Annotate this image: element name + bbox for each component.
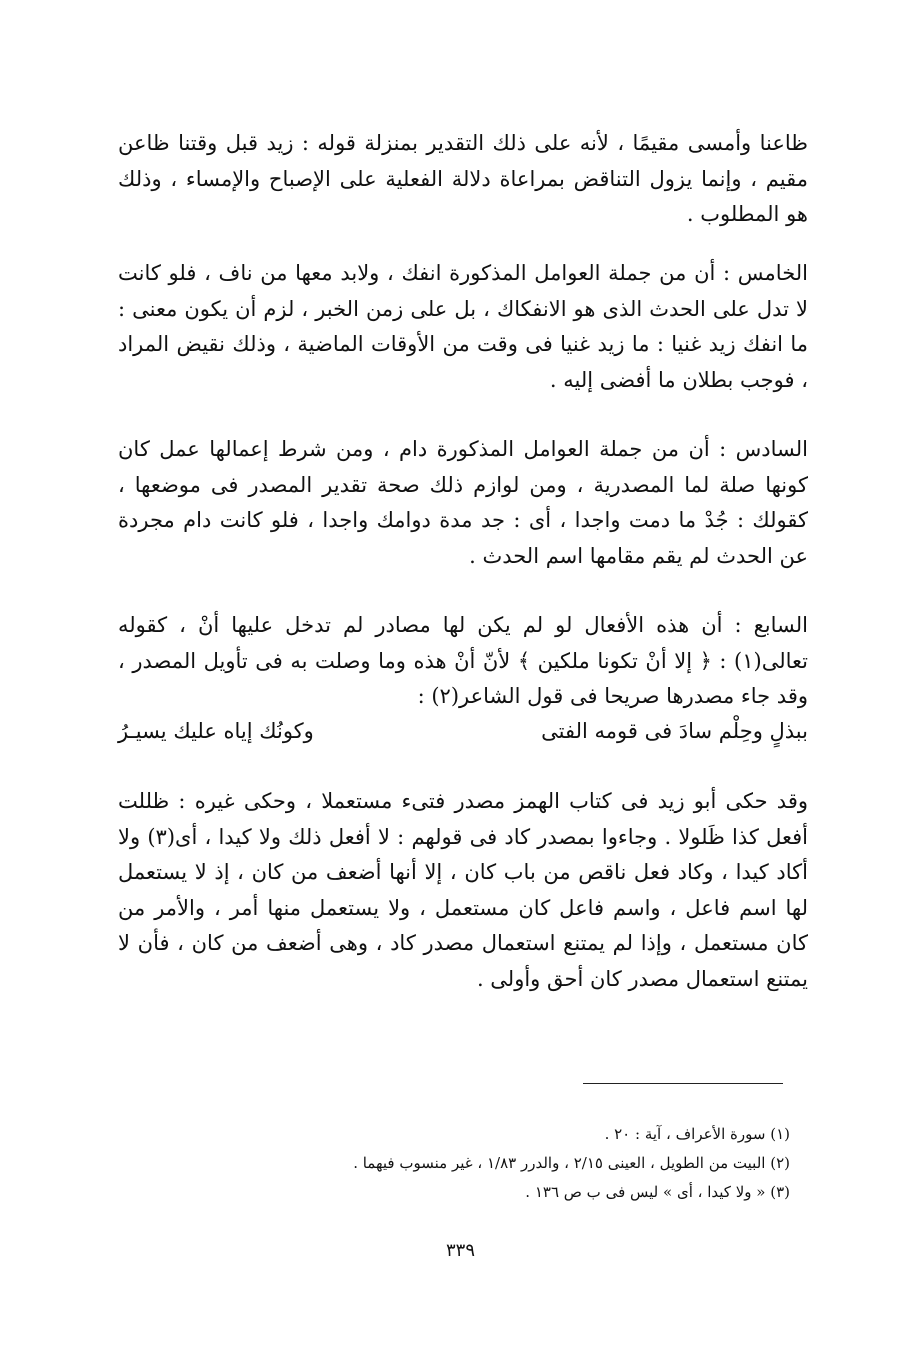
paragraph-continuation: ظاعنا وأمسى مقيمًا ، لأنه على ذلك التقدير بمنزلة قوله : زيد قبل وقتنا ظاعن مقيم ، وإنما يزول التناقض بمراعاة دلالة الفعلية على الإصباح والإمساء ، وذلك هو المطلوب .: [118, 131, 808, 226]
footnote-3: (٣) « ولا كيدا ، أى » ليس فى ب ص ١٣٦ .: [525, 1183, 790, 1201]
page-number: ٣٣٩: [445, 1240, 475, 1261]
verse-hemistich-second: وكونُك إياه عليك يسيـرُ: [118, 719, 314, 743]
paragraph-sixth: السادس : أن من جملة العوامل المذكورة دام ، ومن شرط إعمالها عمل كان كونها صلة لما المصدرية ، ومن لوازم ذلك صحة تقدير المصدر فى موضعها ، كقولك : جُدْ ما دمت واجدا ، أى : جد مدة دوامك واجدا ، فلو كانت دام مجردة عن الحدث لم يقم مقامها اسم الحدث .: [118, 437, 808, 568]
footnote-2: (٢) البيت من الطويل ، العينى ٢/١٥ ، والدرر ١/٨٣ ، غير منسوب فيهما .: [353, 1154, 790, 1172]
paragraph-fifth: الخامس : أن من جملة العوامل المذكورة انفك ، ولابد معها من ناف ، فلو كانت لا تدل على الحدث الذى هو الانفكاك ، بل على زمن الخبر ، لزم أن يكون معنى : ما انفك زيد غنيا : ما زيد غنيا فى وقت من الأوقات الماضية ، وذلك نقيض المراد ، فوجب بطلان ما أفضى إليه .: [118, 261, 808, 392]
verse-hemistich-first: ببذلٍ وحِلْم سادَ فى قومه الفتى: [541, 719, 808, 743]
paragraph-seventh: السابع : أن هذه الأفعال لو لم يكن لها مصادر لم تدخل عليها أنْ ، كقوله تعالى(١) : ﴿ إلا أنْ تكونا ملكين ﴾ لأنّ أنْ هذه وما وصلت به فى تأويل المصدر ، وقد جاء مصدرها صريحا فى قول الشاعر(٢) :: [118, 613, 808, 708]
poetry-verse: [118, 714, 808, 749]
footnote-1: (١) سورة الأعراف ، آية : ٢٠ .: [604, 1125, 790, 1143]
paragraph-continuation-after-verse: وقد حكى أبو زيد فى كتاب الهمز مصدر فتىء مستعملا ، وحكى غيره : ظللت أفعل كذا ظَلولا . وجاءوا بمصدر كاد فى قولهم : لا أفعل ذلك ولا كيدا ، أى(٣) ولا أكاد كيدا ، وكاد فعل ناقص من باب كان ، إلا أنها أضعف من كان ، إذ لا يستعمل لها اسم فاعل ، واسم فاعل كان مستعمل ، ولا يستعمل منها أمر ، والأمر من كان مستعمل ، وإذا لم يمتنع استعمال مصدر كاد ، وهى أضعف من كان ، فأن لا يمتنع استعمال مصدر كان أحق وأولى .: [118, 789, 808, 991]
footnote-divider: [583, 1083, 783, 1084]
footnotes: [300, 1120, 790, 1207]
